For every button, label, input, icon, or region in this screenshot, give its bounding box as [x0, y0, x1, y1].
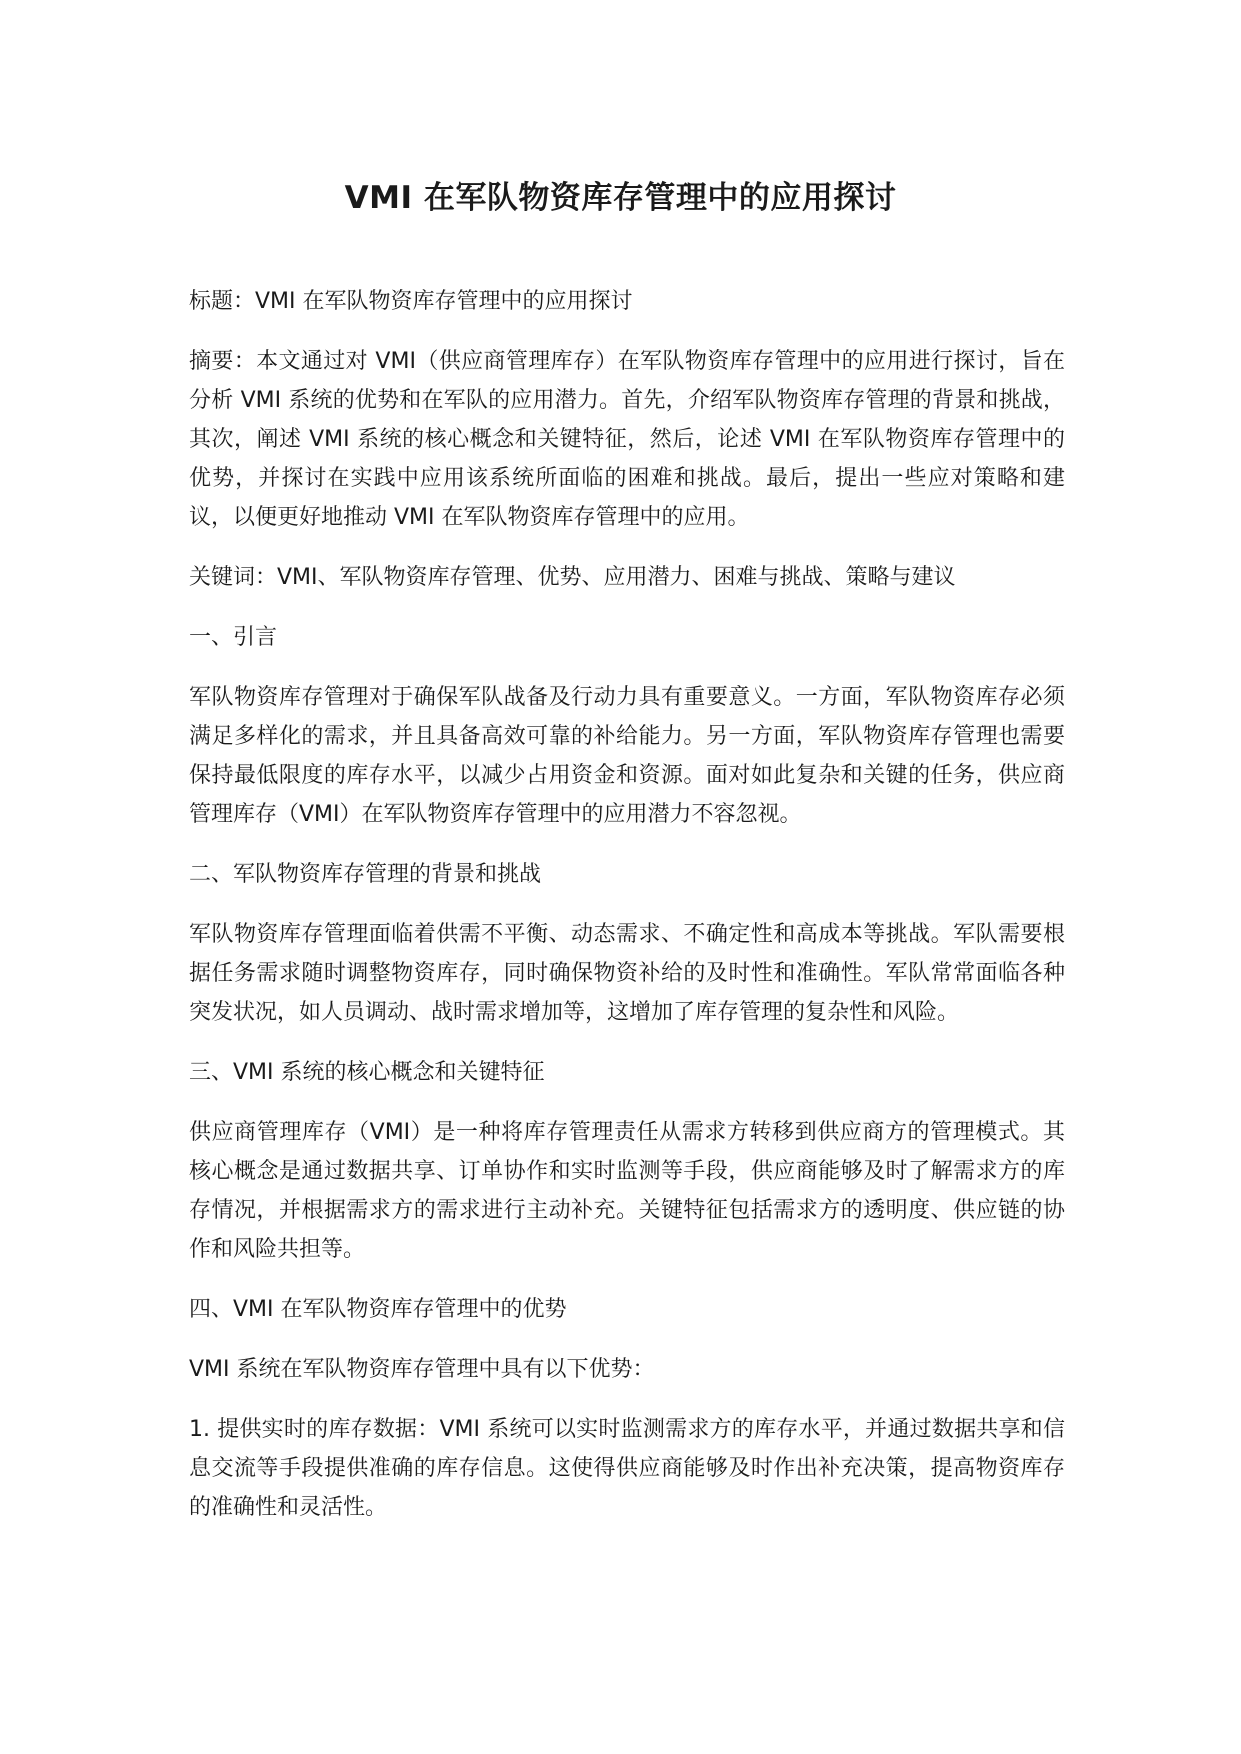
document-title: VMI 在军队物资库存管理中的应用探讨 [344, 180, 897, 216]
advantage-item-1: 1. 提供实时的库存数据：VMI 系统可以实时监测需求方的库存水平，并通过数据共享和信息交流等手段提供准确的库存信息。这使得供应商能够及时作出补充决策，提高物资库存的准确性和灵活性。 [189, 1417, 1065, 1520]
abstract-paragraph: 摘要：本文通过对 VMI（供应商管理库存）在军队物资库存管理中的应用进行探讨，旨在分析 VMI 系统的优势和在军队的应用潜力。首先，介绍军队物资库存管理的背景和挑战，其次，阐述 VMI 系统的核心概念和关键特征，然后，论述 VMI 在军队物资库存管理中的优势，并探讨在实践中应用该系统所面临的困难和挑战。最后，提出一些应对策略和建议，以便更好地推动 VMI 在军队物资库存管理中的应用。 [189, 349, 1065, 530]
section-heading-background: 二、军队物资库存管理的背景和挑战 [189, 862, 542, 887]
introduction-paragraph: 军队物资库存管理对于确保军队战备及行动力具有重要意义。一方面，军队物资库存必须满足多样化的需求，并且具备高效可靠的补给能力。另一方面，军队物资库存管理也需要保持最低限度的库存水平，以减少占用资金和资源。面对如此复杂和关键的任务，供应商管理库存（VMI）在军队物资库存管理中的应用潜力不容忽视。 [189, 685, 1065, 827]
advantages-intro: VMI 系统在军队物资库存管理中具有以下优势： [189, 1357, 655, 1382]
section-heading-introduction: 一、引言 [189, 625, 278, 650]
background-paragraph: 军队物资库存管理面临着供需不平衡、动态需求、不确定性和高成本等挑战。军队需要根据任务需求随时调整物资库存，同时确保物资补给的及时性和准确性。军队常常面临各种突发状况，如人员调动、战时需求增加等，这增加了库存管理的复杂性和风险。 [189, 922, 1065, 1025]
section-heading-vmi-concepts: 三、VMI 系统的核心概念和关键特征 [189, 1060, 545, 1085]
document-body [189, 282, 1065, 1548]
meta-title-line: 标题：VMI 在军队物资库存管理中的应用探讨 [189, 289, 633, 314]
section-heading-advantages: 四、VMI 在军队物资库存管理中的优势 [189, 1297, 567, 1322]
vmi-concepts-paragraph: 供应商管理库存（VMI）是一种将库存管理责任从需求方转移到供应商方的管理模式。其核心概念是通过数据共享、订单协作和实时监测等手段，供应商能够及时了解需求方的库存情况，并根据需求方的需求进行主动补充。关键特征包括需求方的透明度、供应链的协作和风险共担等。 [189, 1120, 1065, 1262]
keywords-line: 关键词：VMI、军队物资库存管理、优势、应用潜力、困难与挑战、策略与建议 [189, 565, 956, 590]
